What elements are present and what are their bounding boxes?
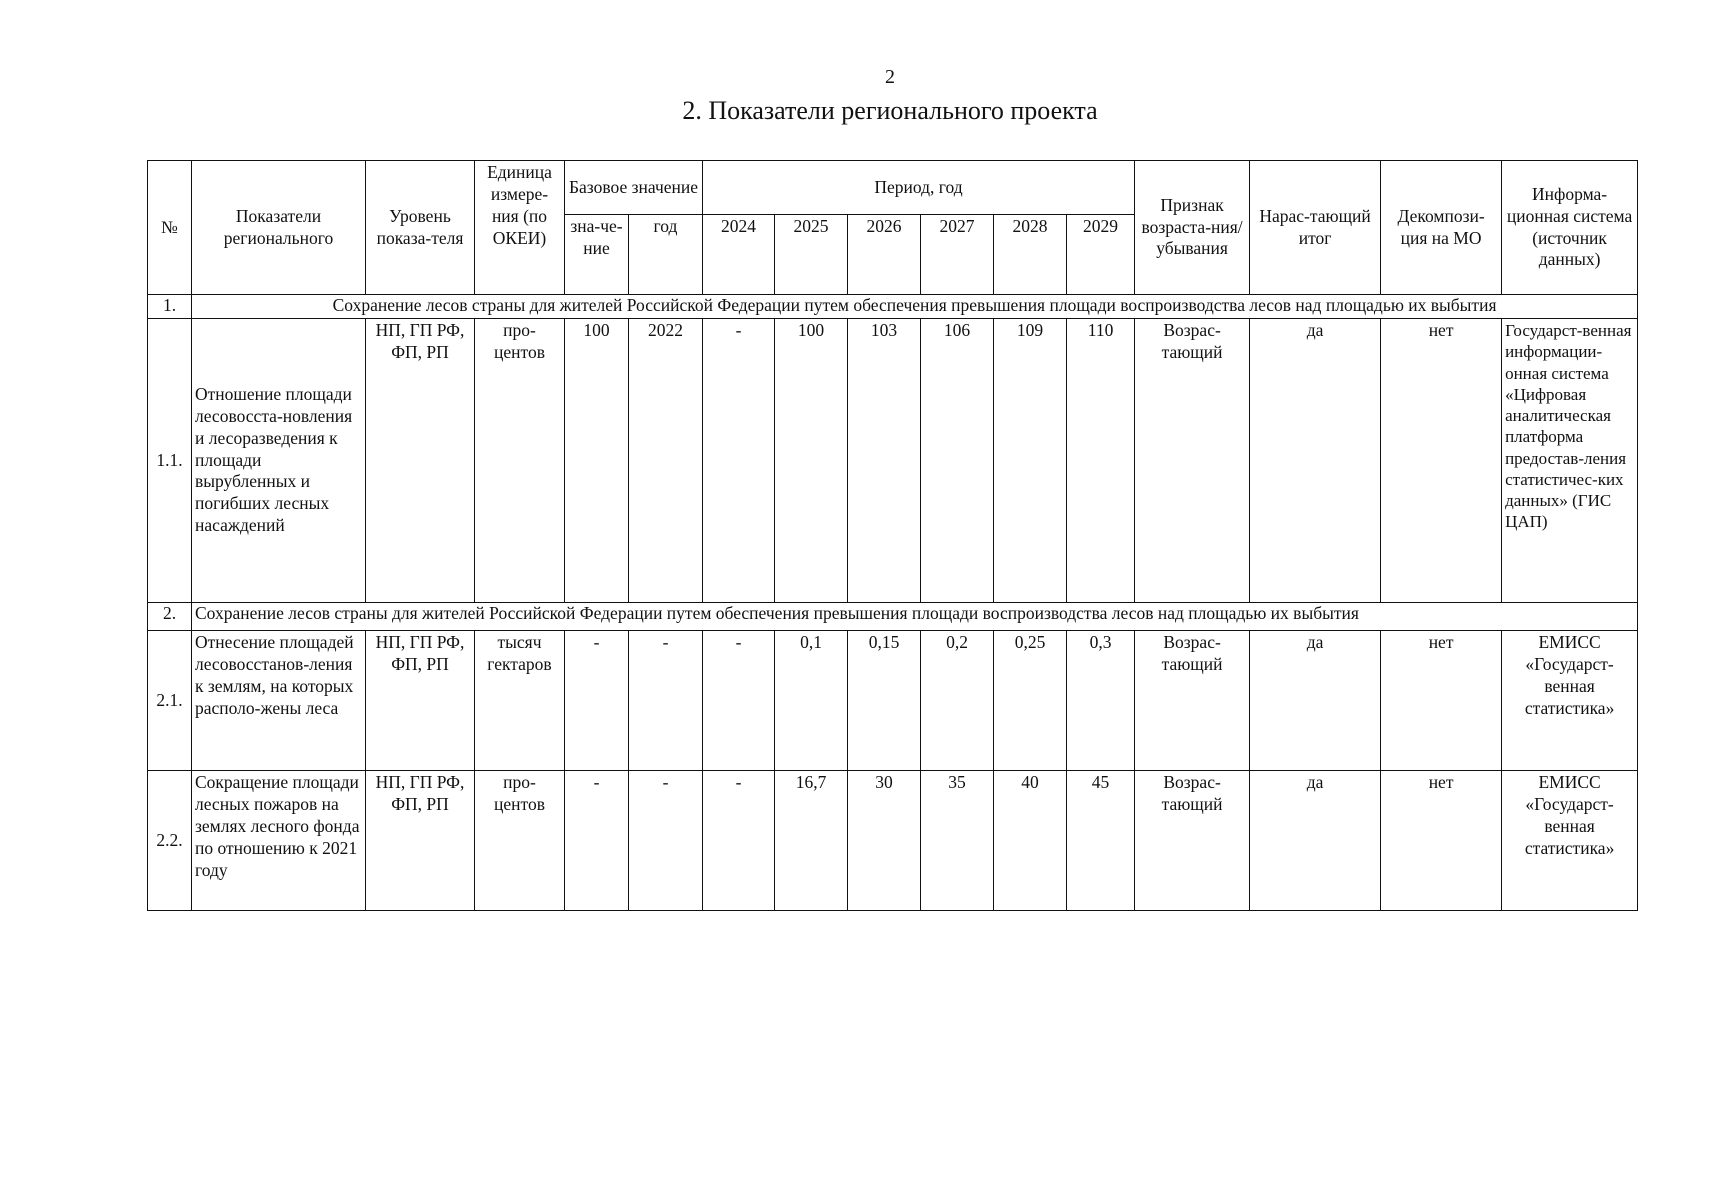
header-num: №	[148, 161, 192, 295]
header-period: Период, год	[703, 161, 1135, 215]
base-value: -	[565, 631, 629, 771]
value-2029: 110	[1067, 319, 1135, 603]
cumulative: да	[1250, 319, 1381, 603]
table-row	[148, 771, 1638, 911]
trend: Возрас-тающий	[1135, 631, 1250, 771]
header-year-2029: 2029	[1067, 215, 1135, 295]
value-2026: 103	[848, 319, 921, 603]
decomposition: нет	[1381, 631, 1502, 771]
cumulative: да	[1250, 631, 1381, 771]
header-decomposition: Декомпози-ция на МО	[1381, 161, 1502, 295]
value-2024: -	[703, 319, 775, 603]
base-value: -	[565, 771, 629, 911]
indicator-name: Сокращение площади лесных пожаров на землях лесного фонда по отношению к 2021 году	[192, 771, 366, 911]
indicator-name: Отнесение площадей лесовосстанов-ления к землям, на которых располо-жены леса	[192, 631, 366, 771]
indicator-unit: про-центов	[475, 771, 565, 911]
header-year-2027: 2027	[921, 215, 994, 295]
info-system: Государст-венная информации-онная система «Цифровая аналитическая платформа предостав-ления статистичес-ких данных» (ГИС ЦАП)	[1502, 319, 1638, 603]
value-2027: 106	[921, 319, 994, 603]
base-year: -	[629, 771, 703, 911]
value-2028: 40	[994, 771, 1067, 911]
value-2029: 0,3	[1067, 631, 1135, 771]
cumulative: да	[1250, 771, 1381, 911]
header-trend: Признак возраста-ния/ убывания	[1135, 161, 1250, 295]
header-year-2024: 2024	[703, 215, 775, 295]
header-base-value-sub: зна-че-ние	[565, 215, 629, 295]
indicator-unit: тысяч гектаров	[475, 631, 565, 771]
base-year: -	[629, 631, 703, 771]
trend: Возрас-тающий	[1135, 771, 1250, 911]
value-2024: -	[703, 771, 775, 911]
value-2024: -	[703, 631, 775, 771]
decomposition: нет	[1381, 771, 1502, 911]
trend: Возрас-тающий	[1135, 319, 1250, 603]
section-num: 1.	[148, 295, 192, 319]
header-year-2025: 2025	[775, 215, 848, 295]
table-row	[148, 319, 1638, 603]
row-num: 1.1.	[148, 319, 192, 603]
value-2027: 35	[921, 771, 994, 911]
value-2025: 0,1	[775, 631, 848, 771]
info-system: ЕМИСС «Государст-венная статистика»	[1502, 631, 1638, 771]
header-base-year: год	[629, 215, 703, 295]
page-number: 2	[885, 66, 895, 88]
indicator-level: НП, ГП РФ, ФП, РП	[366, 319, 475, 603]
indicators-table	[147, 160, 1638, 911]
value-2027: 0,2	[921, 631, 994, 771]
header-year-2026: 2026	[848, 215, 921, 295]
row-num: 2.1.	[148, 631, 192, 771]
value-2026: 30	[848, 771, 921, 911]
header-base-value: Базовое значение	[565, 161, 703, 215]
indicator-name: Отношение площади лесовосста-новления и лесоразведения к площади вырубленных и погибших лесных насаждений	[192, 319, 366, 603]
section-num: 2.	[148, 603, 192, 631]
base-value: 100	[565, 319, 629, 603]
header-level: Уровень показа-теля	[366, 161, 475, 295]
indicator-unit: про-центов	[475, 319, 565, 603]
row-num: 2.2.	[148, 771, 192, 911]
section-title: Сохранение лесов страны для жителей Российской Федерации путем обеспечения превышения площади воспроизводства лесов над площадью их выбытия	[192, 295, 1638, 319]
section-row	[148, 295, 1638, 319]
decomposition: нет	[1381, 319, 1502, 603]
value-2025: 16,7	[775, 771, 848, 911]
value-2028: 0,25	[994, 631, 1067, 771]
header-cumulative: Нарас-тающий итог	[1250, 161, 1381, 295]
base-year: 2022	[629, 319, 703, 603]
header-indicator: Показатели регионального	[192, 161, 366, 295]
section-row	[148, 603, 1638, 631]
value-2028: 109	[994, 319, 1067, 603]
section-title: Сохранение лесов страны для жителей Российской Федерации путем обеспечения превышения площади воспроизводства лесов над площадью их выбытия	[192, 603, 1638, 631]
indicator-level: НП, ГП РФ, ФП, РП	[366, 771, 475, 911]
value-2025: 100	[775, 319, 848, 603]
header-unit: Единица измере-ния (по ОКЕИ)	[475, 161, 565, 295]
header-year-2028: 2028	[994, 215, 1067, 295]
page-title: 2. Показатели регионального проекта	[682, 96, 1098, 125]
table-row	[148, 631, 1638, 771]
header-info-system: Информа-ционная система (источник данных)	[1502, 161, 1638, 295]
indicator-level: НП, ГП РФ, ФП, РП	[366, 631, 475, 771]
value-2026: 0,15	[848, 631, 921, 771]
info-system: ЕМИСС «Государст-венная статистика»	[1502, 771, 1638, 911]
value-2029: 45	[1067, 771, 1135, 911]
